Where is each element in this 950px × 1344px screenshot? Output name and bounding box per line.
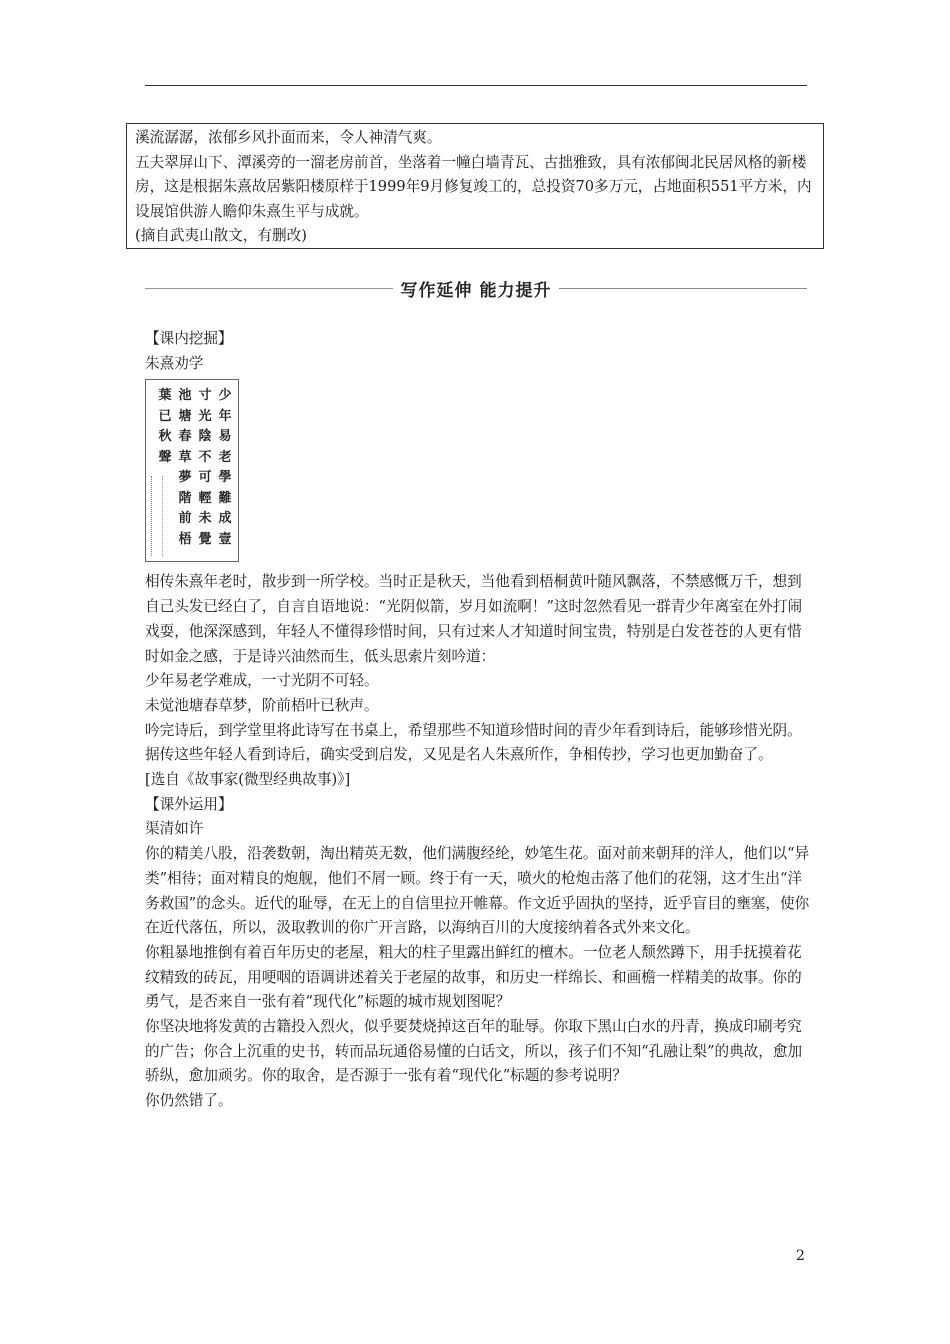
inclass-title: 朱熹劝学 <box>145 354 204 372</box>
inclass-para-1: 相传朱熹年老时，散步到一所学校。当时正是秋天，当他看到梧桐黄叶随风飘落，不禁感慨万千，想到自己头发已经白了，自言自语地说：“光阴似箭，岁月如流啊！”这时忽然看见一群青少年离室在外打闹戏耍，他深深感到，年轻人不懂得珍惜时间，只有过来人才知道时间宝贵，特别是白发苍苍的人更有惜时如金之感，于是诗兴油然而生，低头思索片刻吟道： <box>145 573 803 665</box>
calligraphy-col-2: 寸光陰不可輕未覺 <box>198 388 212 547</box>
outclass-para-3: 你坚决地将发黄的古籍投入烈火，似乎要焚烧掉这百年的耻辱。你取下黑山白水的丹青，换成印刷考究的广告；你合上沉重的史书，转而品玩通俗易懂的白话文，所以，孩子们不知“孔融让梨”的典故，愈加骄纵，愈加顽劣。你的取舍，是否源于一张有着“现代化”标题的参考说明？ <box>145 1018 803 1085</box>
calligraphy-col-1: 少年易老學難成壹 <box>218 388 232 547</box>
page-number: 2 <box>796 1248 805 1264</box>
section-header <box>145 274 807 302</box>
main-body <box>145 327 815 1114</box>
outclass-para-2: 你粗暴地推倒有着百年历史的老屋，粗大的柱子里露出鲜红的檀木。一位老人颓然蹲下，用手抚摸着花纹精致的砖瓦，用哽咽的语调讲述着关于老屋的故事，和历史一样绵长、和画檐一样精美的故事。你的勇气，是否来自一张有着“现代化”标题的城市规划图呢？ <box>145 943 802 1011</box>
section-rule-left <box>145 288 393 289</box>
inclass-heading: 【课内挖掘】 <box>145 330 233 347</box>
box-line-1: 溪流潺潺，浓郁乡风扑面而来，令人神清气爽。 <box>135 129 442 146</box>
box-line-2: 五夫翠屏山下、潭溪旁的一溜老房前首，坐落着一幢白墙青瓦、古拙雅致，具有浓郁闽北民居风格的新楼房，这是根据朱熹故居紫阳楼原样于1999年9月修复竣工的，总投资70多万元，占地面积551平方米，内设展馆供游人瞻仰朱熹生平与成就。 <box>135 153 812 220</box>
calligraphy-image <box>145 379 239 562</box>
outclass-para-1: 你的精美八股，沿袭数朝，淘出精英无数，他们满腹经纶，妙笔生花。面对前来朝拜的洋人，他们以“异类”相待；面对精良的炮舰，他们不屑一顾。终于有一天，喷火的枪炮击落了他们的花翎，这才生出“洋务救国”的念头。近代的耻辱，在无上的自信里拉开帷幕。作文近乎固执的坚持，近乎盲目的壅塞，使你在近代落伍，所以，汲取教训的你广开言路，以海纳百川的大度接纳着各式外来文化。 <box>145 845 810 937</box>
calligraphy-signature <box>151 476 163 556</box>
poem-line-1: 少年易老学难成，一寸光阴不可轻。 <box>145 672 379 690</box>
header-rule <box>145 85 807 86</box>
calligraphy-col-4: 葉已秋聲 <box>158 388 172 465</box>
outclass-para-4: 你仍然错了。 <box>145 1092 233 1110</box>
section-title: 写作延伸 能力提升 <box>400 280 552 301</box>
excerpt-box <box>126 123 824 249</box>
section-rule-right <box>559 288 807 289</box>
calligraphy-col-3: 池塘春草夢階前梧 <box>178 388 192 547</box>
inclass-para-2: 吟完诗后，到学堂里将此诗写在书桌上，希望那些不知道珍惜时间的青少年看到诗后，能够珍惜光阴。据传这些年轻人看到诗后，确实受到启发，又见是名人朱熹所作，争相传抄，学习也更加勤奋了。 <box>145 721 802 764</box>
box-source: (摘自武夷山散文，有删改) <box>135 227 307 244</box>
poem-line-2: 未觉池塘春草梦，阶前梧叶已秋声。 <box>145 696 379 714</box>
outclass-title: 渠清如许 <box>145 820 204 838</box>
outclass-heading: 【课外运用】 <box>145 795 233 813</box>
inclass-source: [选自《故事家(微型经典故事)》] <box>145 771 351 789</box>
